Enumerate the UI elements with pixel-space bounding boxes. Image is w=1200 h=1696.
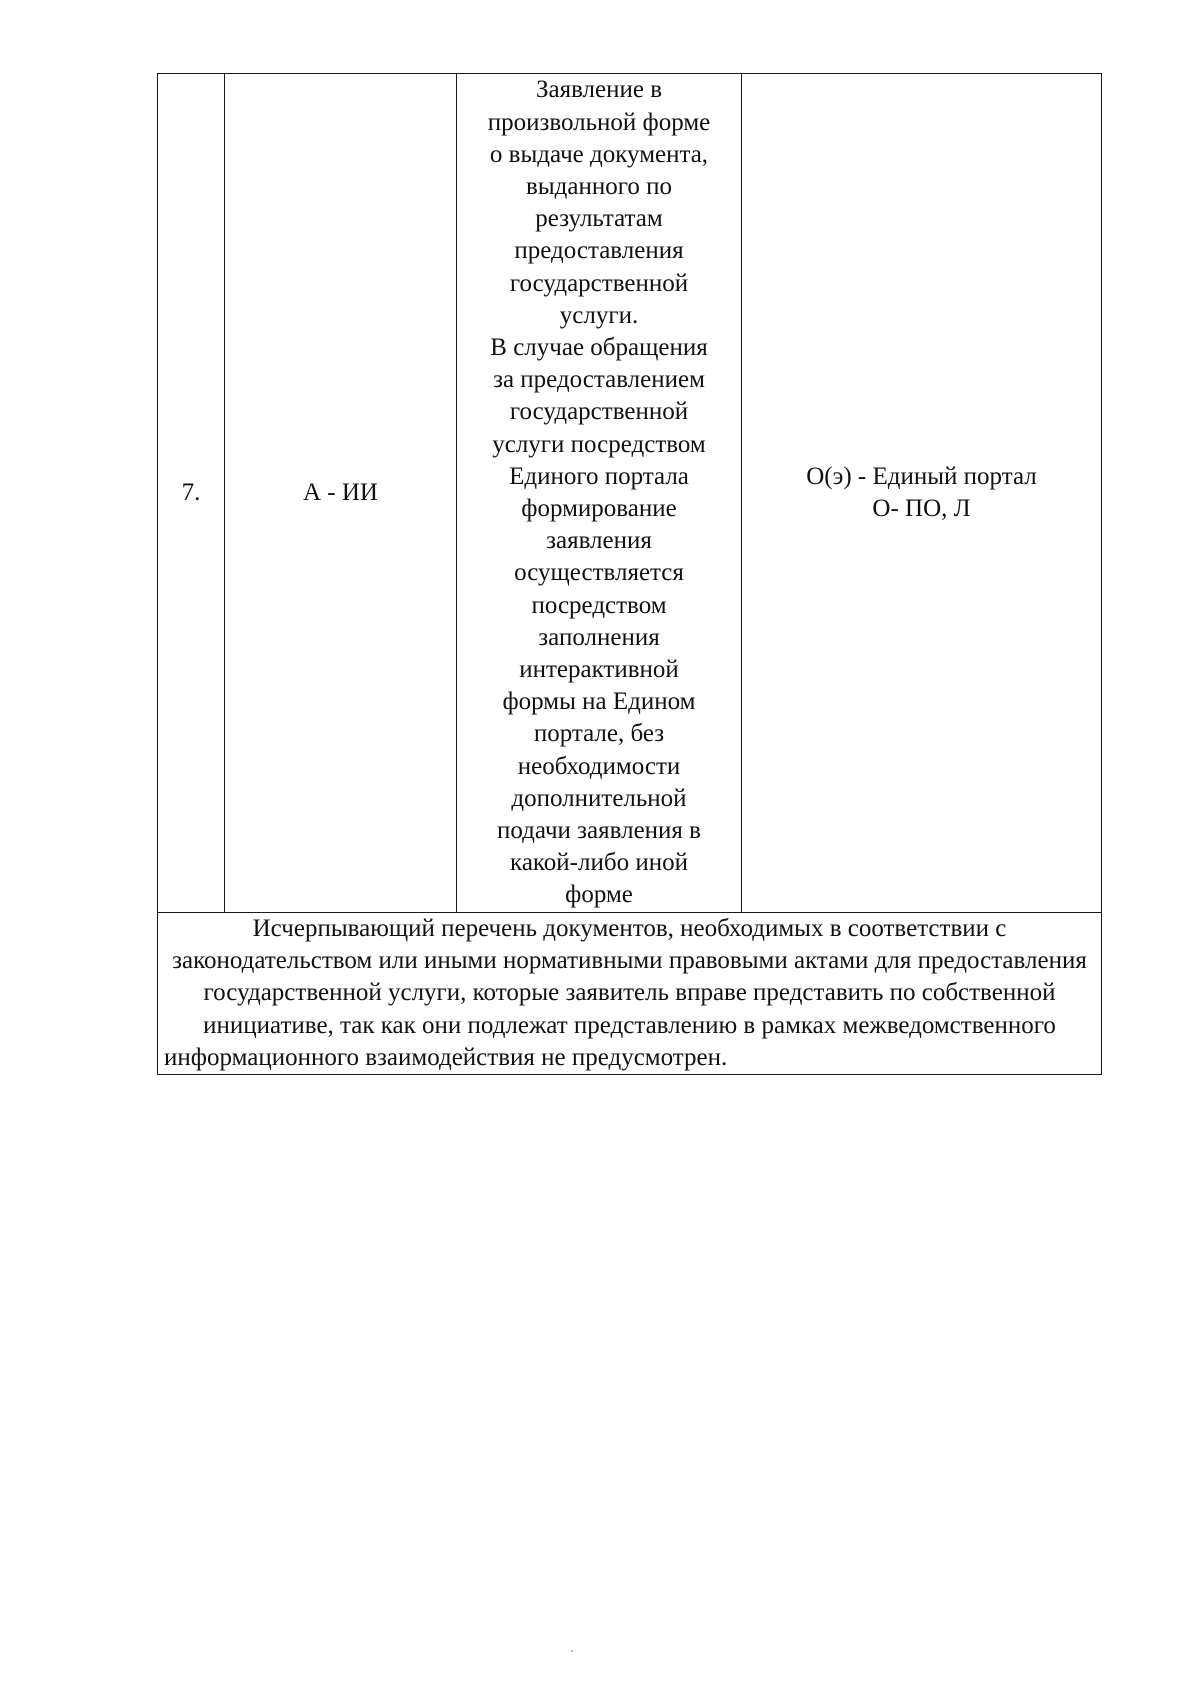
document-line: Единого портала: [509, 462, 689, 490]
document-line: выданного по: [526, 172, 672, 200]
document-line: формирование: [521, 495, 677, 522]
documents-table: [157, 73, 1102, 1075]
document-line: дополнительной: [511, 784, 687, 812]
document-line: государственной: [509, 269, 689, 297]
document-line: за предоставлением: [493, 366, 705, 394]
document-line: посредством: [531, 591, 667, 619]
document-line: какой-либо иной: [510, 849, 688, 877]
exhaustive-list-note-cell: [158, 913, 1102, 1075]
document-line: подачи заявления в: [496, 817, 701, 845]
document-line: форме: [565, 881, 633, 909]
table-row: [158, 74, 1102, 913]
document-line: услуги.: [559, 301, 639, 329]
document-line: заявления: [546, 527, 652, 555]
receipt-method-cell: [742, 74, 1102, 913]
document-line: услуги посредством: [492, 430, 706, 458]
document-code-cell: [225, 74, 457, 913]
document-line: государственной: [509, 398, 689, 426]
document-line: формы на Едином: [502, 688, 696, 716]
row-number-cell: [158, 74, 225, 913]
document-line: предоставления: [514, 237, 684, 265]
document-line: В случае обращения: [490, 333, 708, 361]
document-line: необходимости: [517, 752, 681, 780]
receipt-method-line: О- ПО, Л: [872, 495, 971, 522]
receipt-method-line: О(э) - Единый портал: [806, 462, 1037, 490]
document-line: осуществляется: [514, 559, 684, 587]
document-line: произвольной форме: [487, 108, 711, 136]
document-line: заполнения: [538, 623, 660, 651]
document-line: результатам: [535, 205, 663, 233]
document-line: Заявление в: [535, 76, 663, 104]
table-row: [158, 913, 1102, 1075]
exhaustive-list-note: Исчерпывающий перечень документов, необходимых в соответствии с законодательством или иными нормативными правовыми актами для предоставления государственной услуги, которые заявитель вправе представить по собственной инициативе, так как они подлежат представлению в рамках межведомственного информационного взаимодействия не предусмотрен.: [164, 915, 1087, 1071]
row-number: 7.: [181, 478, 201, 506]
document-line: о выдаче документа,: [489, 140, 709, 168]
document-line: портале, без: [533, 720, 665, 748]
document-code: А - ИИ: [303, 478, 378, 506]
document-description-cell: [457, 74, 742, 913]
scan-speck: [571, 1650, 573, 1652]
document-line: интерактивной: [519, 656, 679, 684]
